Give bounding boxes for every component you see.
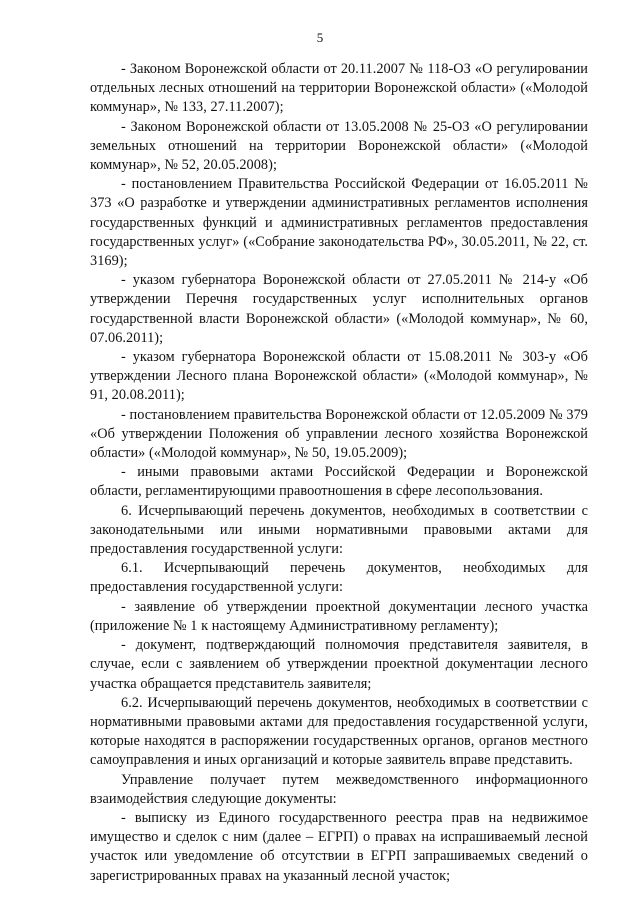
paragraph-section-6: 6. Исчерпывающий перечень документов, необходимых в соответствии с законодательными или иными нормативными правовыми актами для предоставления государственной услуги: bbox=[90, 502, 588, 558]
paragraph-law-25-oz: - Законом Воронежской области от 13.05.2008 № 25-ОЗ «О регулировании земельных отношений на территории Воронежской области» («Молодой коммунар», № 52, 20.05.2008); bbox=[90, 118, 588, 174]
paragraph-law-118-oz: - Законом Воронежской области от 20.11.2007 № 118-ОЗ «О регулировании отдельных лесных отношений на территории Воронежской области» («Молодой коммунар», № 133, 27.11.2007); bbox=[90, 61, 588, 116]
paragraph-interagency-request: Управление получает путем межведомственного информационного взаимодействия следующие документы: bbox=[90, 771, 588, 807]
paragraph-governor-decree-214: - указом губернатора Воронежской области от 27.05.2011 № 214-у «Об утверждении Перечня государственных услуг исполнительных органов государственной власти Воронежской области» («Молодой коммунар», № 60, 07.06.2011); bbox=[90, 272, 588, 346]
paragraph-governor-decree-303: - указом губернатора Воронежской области от 15.08.2011 № 303-у «Об утверждении Лесного плана Воронежской области» («Молодой коммунар», № 91, 20.08.2011); bbox=[90, 349, 588, 404]
paragraph-section-6-1: 6.1. Исчерпывающий перечень документов, необходимых для предоставления государственной услуги: bbox=[90, 560, 588, 596]
paragraph-government-decree-373: - постановлением Правительства Российской Федерации от 16.05.2011 № 373 «О разработке и утверждении административных регламентов исполнения государственных функций и административных регламентов предоставления государственных услуг» («Собрание законодательства РФ», 30.05.2011, № 22, ст. 3169); bbox=[90, 176, 588, 270]
paragraph-application-item: - заявление об утверждении проектной документации лесного участка (приложение № 1 к настоящему Административному регламенту); bbox=[90, 598, 588, 634]
paragraph-regional-decree-379: - постановлением правительства Воронежской области от 12.05.2009 № 379 «Об утверждении Положения об управлении лесного хозяйства Воронежской области» («Молодой коммунар», № 50, 19.05.2009); bbox=[90, 406, 588, 462]
document-body bbox=[90, 60, 588, 886]
paragraph-other-acts: - иными правовыми актами Российской Федерации и Воронежской области, регламентирующими правоотношения в сфере лесопользования. bbox=[90, 464, 588, 500]
paragraph-section-6-2: 6.2. Исчерпывающий перечень документов, необходимых в соответствии с нормативными правовыми актами для предоставления государственной услуги, которые находятся в распоряжении государственных органов, органов местного самоуправления и иных организаций и которые заявитель вправе представить. bbox=[90, 694, 588, 769]
paragraph-egrp-extract-item: - выписку из Единого государственного реестра прав на недвижимое имущество и сделок с ним (далее – ЕГРП) о правах на испрашиваемый лесной участок или уведомление об отсутствии в ЕГРП запрашиваемых сведений о зарегистрированных правах на указанный лесной участок; bbox=[90, 809, 588, 884]
paragraph-authority-document-item: - документ, подтверждающий полномочия представителя заявителя, в случае, если с заявлением об утверждении проектной документации лесного участка обращается представитель заявителя; bbox=[90, 637, 588, 692]
page-number: 5 bbox=[316, 30, 324, 45]
